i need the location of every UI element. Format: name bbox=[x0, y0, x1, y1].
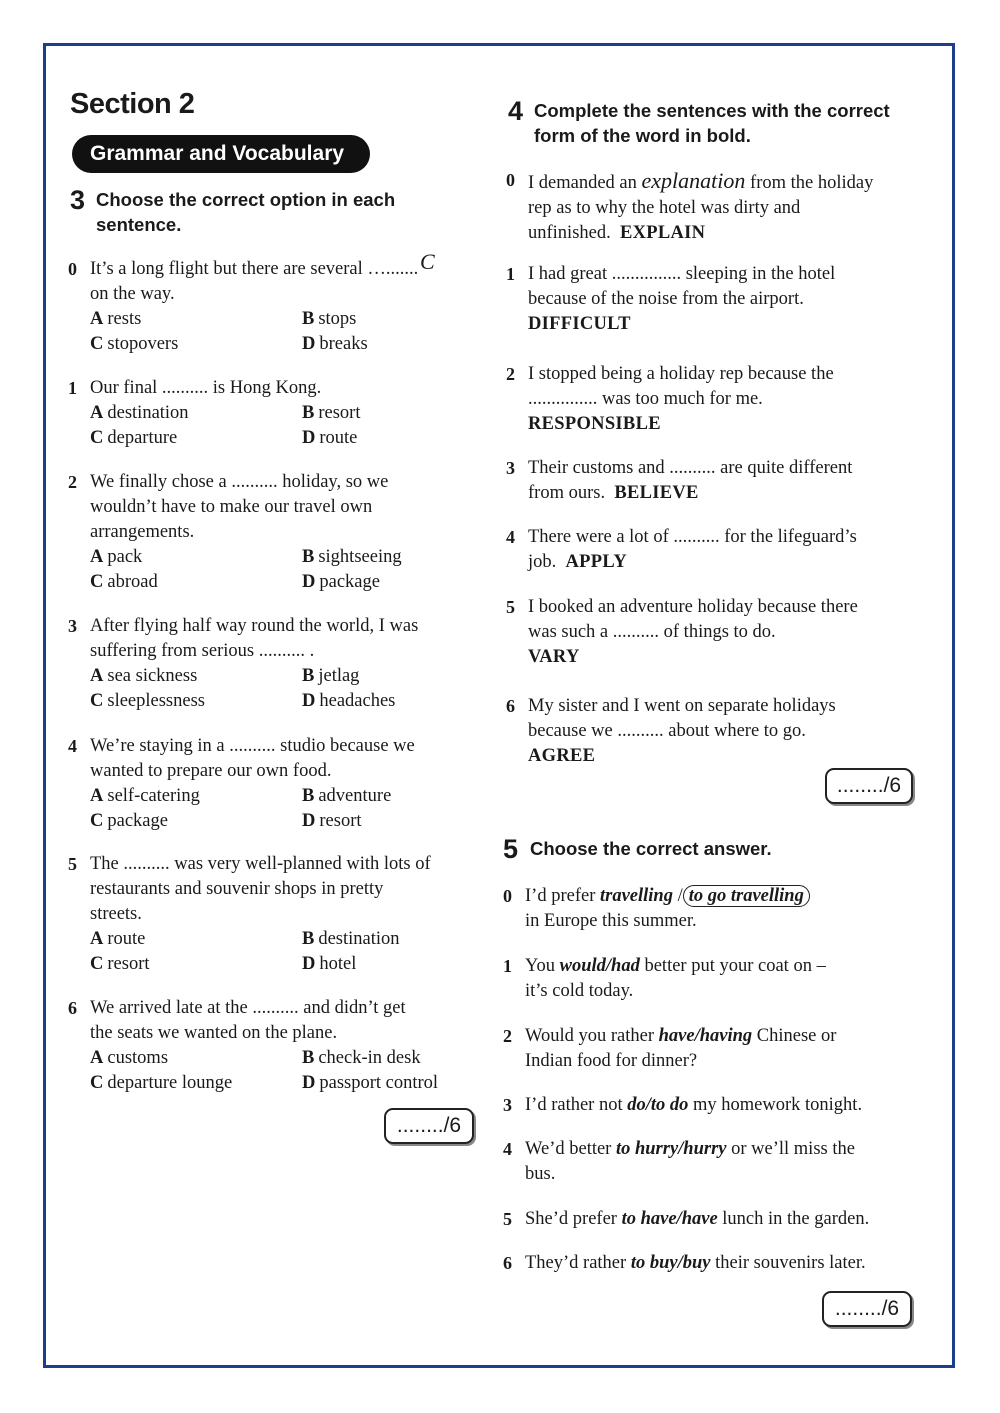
exercise-3-item-5 bbox=[68, 852, 478, 974]
instruction-line: Complete the sentences with the correct bbox=[534, 100, 890, 121]
sentence-text: We’d better bbox=[525, 1139, 616, 1159]
option-text: hotel bbox=[319, 954, 357, 974]
exercise-5-item-1 bbox=[503, 954, 826, 1004]
option-text: would/had bbox=[559, 956, 640, 976]
option-letter: C bbox=[90, 811, 104, 831]
exercise-3-item-0 bbox=[68, 249, 478, 354]
exercise-4-item-5 bbox=[506, 595, 858, 670]
option-text: resort bbox=[107, 954, 150, 974]
exercise-3-item-1 bbox=[68, 376, 478, 448]
option-d bbox=[302, 332, 368, 357]
sentence-text: wanted to prepare our own food. bbox=[90, 761, 332, 781]
option-text: rests bbox=[107, 309, 142, 329]
option-text: sleeplessness bbox=[107, 691, 205, 711]
option-text: have/having bbox=[658, 1026, 753, 1046]
item-number: 0 bbox=[68, 259, 77, 279]
option-text: destination bbox=[107, 403, 189, 423]
option-text: to buy/buy bbox=[630, 1253, 711, 1273]
item-number: 0 bbox=[503, 886, 512, 906]
sentence-text: She’d prefer bbox=[525, 1209, 622, 1229]
exercise-3-item-4 bbox=[68, 734, 478, 831]
option-b bbox=[302, 784, 391, 809]
handwritten-answer: explanation bbox=[641, 168, 746, 193]
exercise-4-item-0 bbox=[506, 168, 873, 246]
sentence-text: arrangements. bbox=[90, 522, 195, 542]
exercise-5-item-5 bbox=[503, 1207, 869, 1232]
option-c bbox=[90, 570, 158, 595]
sentence-text: The .......... was very well-planned with lots of bbox=[90, 854, 431, 874]
option-letter: D bbox=[302, 691, 316, 711]
sentence-text: We arrived late at the .......... and didn’t get bbox=[90, 998, 406, 1018]
option-letter: A bbox=[90, 1048, 104, 1068]
option-letter: D bbox=[302, 1073, 316, 1093]
sentence-text: was such a .......... of things to do. bbox=[528, 622, 776, 642]
exercise-5-item-0 bbox=[503, 884, 810, 934]
sentence-text: I demanded an bbox=[528, 173, 642, 193]
option-letter: B bbox=[302, 1048, 315, 1068]
option-letter: C bbox=[90, 691, 104, 711]
option-text: resort bbox=[318, 403, 361, 423]
sentence-text: Their customs and .......... are quite different bbox=[528, 458, 853, 478]
section-subtitle-banner: Grammar and Vocabulary bbox=[72, 135, 370, 173]
sentence-text: After flying half way round the world, I was bbox=[90, 616, 419, 636]
exercise-3-number: 3 bbox=[70, 185, 86, 215]
option-d bbox=[302, 426, 357, 451]
option-text: to go travelling bbox=[688, 886, 804, 906]
option-d bbox=[302, 689, 395, 714]
sentence-text: I booked an adventure holiday because there bbox=[528, 597, 858, 617]
sentence-text: You bbox=[525, 956, 560, 976]
sentence-text: I’d rather not bbox=[525, 1095, 628, 1115]
sentence-text: Chinese or bbox=[752, 1026, 837, 1046]
option-text: departure bbox=[107, 428, 178, 448]
option-letter: A bbox=[90, 929, 104, 949]
keyword: AGREE bbox=[528, 746, 596, 766]
exercise-3-item-2 bbox=[68, 470, 478, 592]
item-number: 6 bbox=[68, 998, 77, 1018]
sentence-text: on the way. bbox=[90, 284, 175, 304]
option-letter: C bbox=[90, 954, 104, 974]
sentence-text: it’s cold today. bbox=[525, 981, 634, 1001]
option-b bbox=[302, 927, 400, 952]
option-c bbox=[90, 426, 177, 451]
option-text: route bbox=[319, 428, 358, 448]
option-d bbox=[302, 952, 356, 977]
option-letter: A bbox=[90, 666, 104, 686]
sentence-text: bus. bbox=[525, 1164, 556, 1184]
option-a bbox=[90, 1046, 168, 1071]
option-text: breaks bbox=[319, 334, 368, 354]
exercise-4-item-1 bbox=[506, 262, 835, 337]
option-d bbox=[302, 809, 362, 834]
sentence-text: Indian food for dinner? bbox=[525, 1051, 698, 1071]
sentence-text: My sister and I went on separate holidays bbox=[528, 696, 836, 716]
sentence-text: I’d prefer bbox=[525, 886, 600, 906]
sentence-text: restaurants and souvenir shops in pretty bbox=[90, 879, 384, 899]
sentence-text: or we’ll miss the bbox=[726, 1139, 855, 1159]
option-c bbox=[90, 952, 150, 977]
sentence-text: from ours. bbox=[528, 483, 606, 503]
exercise-5-item-6 bbox=[503, 1251, 866, 1276]
sentence-text: There were a lot of .......... for the lifeguard’s bbox=[528, 527, 857, 547]
option-separator: / bbox=[672, 886, 683, 906]
sentence-text: their souvenirs later. bbox=[710, 1253, 866, 1273]
option-text: adventure bbox=[318, 786, 392, 806]
option-text: package bbox=[107, 811, 168, 831]
sentence-text: lunch in the garden. bbox=[717, 1209, 870, 1229]
option-text: pack bbox=[107, 547, 143, 567]
option-letter: D bbox=[302, 572, 316, 592]
item-number: 3 bbox=[503, 1095, 512, 1115]
option-letter: A bbox=[90, 786, 104, 806]
option-text: departure lounge bbox=[107, 1073, 233, 1093]
item-number: 5 bbox=[506, 597, 515, 617]
option-text: resort bbox=[319, 811, 362, 831]
sentence-text: because of the noise from the airport. bbox=[528, 289, 804, 309]
item-number: 5 bbox=[503, 1209, 512, 1229]
option-text: jetlag bbox=[318, 666, 360, 686]
option-text: to hurry/hurry bbox=[615, 1139, 727, 1159]
exercise-4-item-6 bbox=[506, 694, 836, 769]
keyword: RESPONSIBLE bbox=[528, 414, 661, 434]
sentence-text: I had great ............... sleeping in the hotel bbox=[528, 264, 836, 284]
item-number: 4 bbox=[506, 527, 515, 547]
sentence-text: better put your coat on – bbox=[639, 956, 826, 976]
sentence-text: ............... was too much for me. bbox=[528, 389, 763, 409]
exercise-4-item-4 bbox=[506, 525, 857, 575]
option-text: abroad bbox=[107, 572, 158, 592]
option-letter: B bbox=[302, 309, 315, 329]
exercise-3-item-6 bbox=[68, 996, 478, 1093]
option-letter: A bbox=[90, 403, 104, 423]
keyword: VARY bbox=[528, 647, 580, 667]
option-text: stopovers bbox=[107, 334, 179, 354]
item-number: 5 bbox=[68, 854, 77, 874]
item-number: 1 bbox=[503, 956, 512, 976]
exercise-5-item-3 bbox=[503, 1093, 862, 1118]
instruction-line: sentence. bbox=[96, 214, 182, 235]
exercise-4-number: 4 bbox=[508, 96, 524, 126]
exercise-5-item-4 bbox=[503, 1137, 855, 1187]
option-b bbox=[302, 307, 356, 332]
sentence-text: Would you rather bbox=[525, 1026, 659, 1046]
option-letter: C bbox=[90, 572, 104, 592]
option-text: do/to do bbox=[627, 1095, 689, 1115]
option-c bbox=[90, 1071, 232, 1096]
option-b bbox=[302, 545, 402, 570]
option-letter: B bbox=[302, 547, 315, 567]
instruction-line: Choose the correct option in each bbox=[96, 189, 396, 210]
option-text: passport control bbox=[319, 1073, 439, 1093]
option-text: check-in desk bbox=[318, 1048, 421, 1068]
option-letter: B bbox=[302, 403, 315, 423]
item-number: 3 bbox=[506, 458, 515, 478]
exercise-4-score-box: ......../6 bbox=[825, 768, 913, 804]
exercise-5-instruction: Choose the correct answer. bbox=[530, 838, 772, 859]
option-text: self-catering bbox=[107, 786, 200, 806]
item-number: 4 bbox=[503, 1139, 512, 1159]
option-text: customs bbox=[107, 1048, 169, 1068]
option-letter: B bbox=[302, 666, 315, 686]
item-number: 3 bbox=[68, 616, 77, 636]
sentence-text: They’d rather bbox=[525, 1253, 631, 1273]
option-letter: A bbox=[90, 547, 104, 567]
option-d bbox=[302, 1071, 438, 1096]
option-letter: C bbox=[90, 1073, 104, 1093]
option-b bbox=[302, 1046, 421, 1071]
option-d bbox=[302, 570, 380, 595]
item-number: 1 bbox=[506, 264, 515, 284]
keyword: EXPLAIN bbox=[619, 223, 706, 243]
item-number: 6 bbox=[506, 696, 515, 716]
exercise-3-score-box: ......../6 bbox=[384, 1108, 474, 1144]
option-a bbox=[90, 545, 142, 570]
exercise-4-item-3 bbox=[506, 456, 852, 506]
option-b bbox=[302, 664, 359, 689]
sentence-text: wouldn’t have to make our travel own bbox=[90, 497, 373, 517]
handwritten-answer: C bbox=[420, 249, 435, 274]
circled-answer bbox=[683, 885, 810, 907]
exercise-4-instruction bbox=[534, 98, 890, 148]
option-letter: C bbox=[90, 428, 104, 448]
sentence-text: We finally chose a .......... holiday, so we bbox=[90, 472, 389, 492]
exercise-3-instruction bbox=[96, 187, 395, 237]
option-letter: D bbox=[302, 811, 316, 831]
option-text: to have/have bbox=[621, 1209, 718, 1229]
sentence-text: job. bbox=[528, 552, 557, 572]
option-letter: B bbox=[302, 786, 315, 806]
option-b bbox=[302, 401, 360, 426]
exercise-5-number: 5 bbox=[503, 834, 519, 864]
option-text: package bbox=[319, 572, 380, 592]
section-title: Section 2 bbox=[70, 88, 195, 120]
option-text: destination bbox=[318, 929, 400, 949]
option-a bbox=[90, 784, 200, 809]
item-number: 2 bbox=[506, 364, 515, 384]
sentence-text: I stopped being a holiday rep because the bbox=[528, 364, 834, 384]
option-a bbox=[90, 664, 197, 689]
exercise-3-item-3 bbox=[68, 614, 478, 711]
sentence-text: unfinished. bbox=[528, 223, 611, 243]
sentence-text: rep as to why the hotel was dirty and bbox=[528, 198, 801, 218]
sentence-text: suffering from serious .......... . bbox=[90, 641, 315, 661]
keyword: DIFFICULT bbox=[528, 314, 631, 334]
instruction-line: form of the word in bold. bbox=[534, 125, 751, 146]
option-c bbox=[90, 689, 205, 714]
sentence-text: streets. bbox=[90, 904, 142, 924]
option-letter: A bbox=[90, 309, 104, 329]
option-letter: D bbox=[302, 954, 316, 974]
sentence-text: because we .......... about where to go. bbox=[528, 721, 806, 741]
sentence-text: It’s a long flight but there are several …....... bbox=[90, 259, 419, 279]
exercise-5-item-2 bbox=[503, 1024, 836, 1074]
item-number: 4 bbox=[68, 736, 77, 756]
option-text: route bbox=[107, 929, 146, 949]
option-a bbox=[90, 307, 141, 332]
sentence-text: in Europe this summer. bbox=[525, 911, 697, 931]
option-letter: C bbox=[90, 334, 104, 354]
exercise-4-item-2 bbox=[506, 362, 834, 437]
option-letter: B bbox=[302, 929, 315, 949]
item-number: 1 bbox=[68, 378, 77, 398]
item-number: 2 bbox=[503, 1026, 512, 1046]
option-letter: D bbox=[302, 334, 316, 354]
item-number: 0 bbox=[506, 170, 515, 190]
sentence-text: We’re staying in a .......... studio because we bbox=[90, 736, 415, 756]
option-a bbox=[90, 927, 145, 952]
exercise-5-score-box: ......../6 bbox=[822, 1291, 912, 1327]
option-text: travelling bbox=[599, 886, 673, 906]
option-text: stops bbox=[318, 309, 357, 329]
keyword: APPLY bbox=[565, 552, 627, 572]
option-text: sightseeing bbox=[318, 547, 402, 567]
option-letter: D bbox=[302, 428, 316, 448]
option-c bbox=[90, 809, 168, 834]
option-a bbox=[90, 401, 189, 426]
keyword: BELIEVE bbox=[614, 483, 699, 503]
sentence-text: the seats we wanted on the plane. bbox=[90, 1023, 338, 1043]
option-c bbox=[90, 332, 178, 357]
option-text: headaches bbox=[319, 691, 396, 711]
item-number: 6 bbox=[503, 1253, 512, 1273]
option-text: sea sickness bbox=[107, 666, 198, 686]
sentence-text: from the holiday bbox=[745, 173, 874, 193]
sentence-text: Our final .......... is Hong Kong. bbox=[90, 378, 322, 398]
sentence-text: my homework tonight. bbox=[688, 1095, 863, 1115]
item-number: 2 bbox=[68, 472, 77, 492]
